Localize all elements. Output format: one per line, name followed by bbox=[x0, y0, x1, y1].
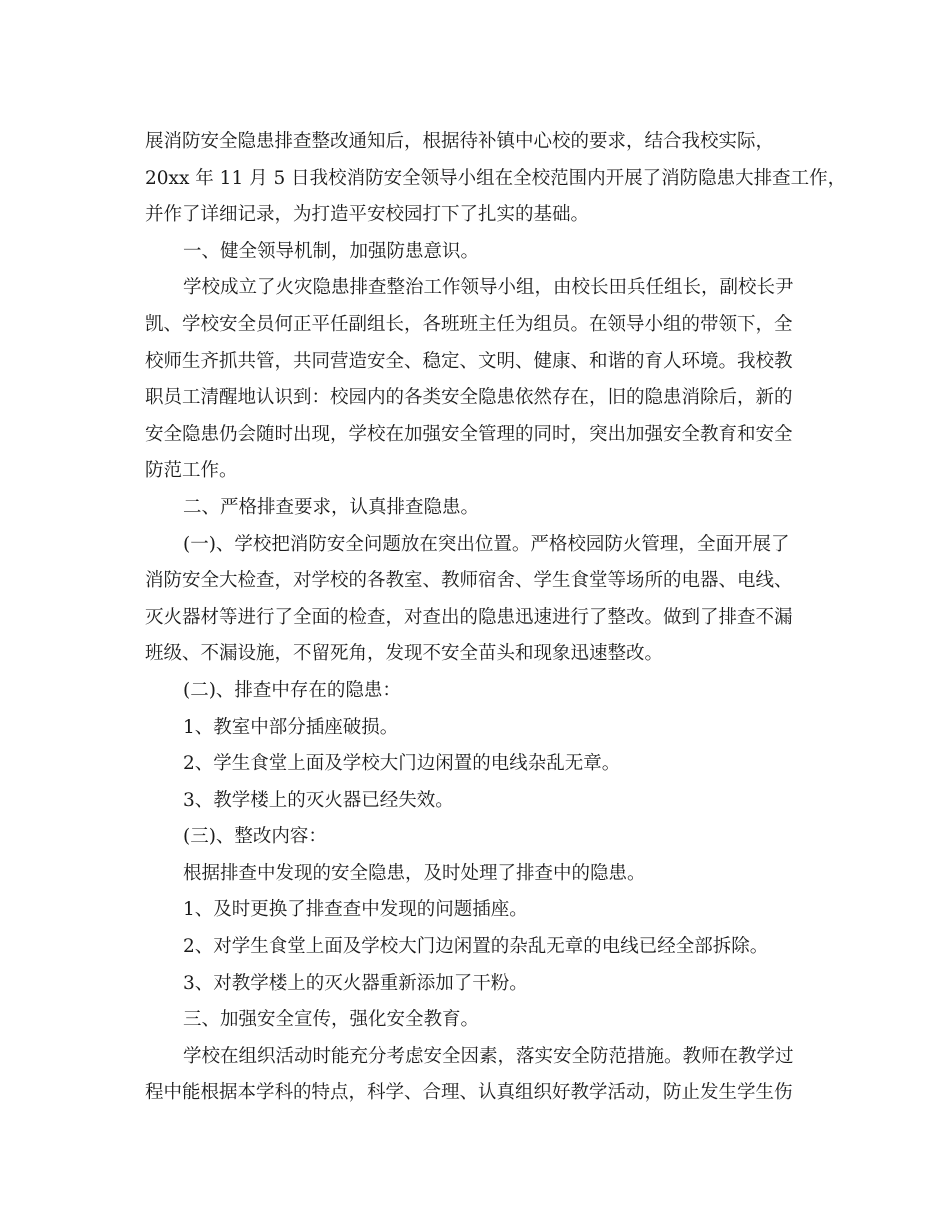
text-line: 根据排查中发现的安全隐患，及时处理了排查中的隐患。 bbox=[183, 862, 646, 884]
text-line: (一)、学校把消防安全问题放在突出位置。严格校园防火管理，全面开展了 bbox=[183, 533, 790, 555]
text-line: (二)、排查中存在的隐患： bbox=[183, 679, 401, 701]
text-line: 2、对学生食堂上面及学校大门边闲置的杂乱无章的电线已经全部拆除。 bbox=[183, 936, 769, 958]
text-line: 1、及时更换了排查查中发现的问题插座。 bbox=[183, 899, 528, 921]
text-line: 1、教室中部分插座破损。 bbox=[183, 716, 399, 738]
document-body bbox=[145, 124, 847, 1112]
text-line: 班级、不漏设施，不留死角，发现不安全苗头和现象迅速整改。 bbox=[145, 643, 664, 665]
text-line: 20xx 年 11 月 5 日我校消防安全领导小组在全校范围内开展了消防隐患大排查工作， bbox=[145, 167, 847, 189]
text-line: 一、健全领导机制，加强防患意识。 bbox=[183, 240, 480, 262]
text-line: 学校成立了火灾隐患排查整治工作领导小组，由校长田兵任组长，副校长尹 bbox=[183, 277, 794, 299]
text-line: 3、教学楼上的灭火器已经失效。 bbox=[183, 789, 454, 811]
text-line: 校师生齐抓共管，共同营造安全、稳定、文明、健康、和谐的育人环境。我校教 bbox=[145, 350, 793, 372]
text-line: 职员工清醒地认识到：校园内的各类安全隐患依然存在，旧的隐患消除后，新的 bbox=[145, 387, 793, 409]
text-line: 安全隐患仍会随时出现，学校在加强安全管理的同时，突出加强安全教育和安全 bbox=[145, 423, 793, 445]
text-line: 3、对教学楼上的灭火器重新添加了干粉。 bbox=[183, 972, 528, 994]
text-line: 程中能根据本学科的特点，科学、合理、认真组织好教学活动，防止发生学生伤 bbox=[145, 1082, 793, 1104]
text-line: 学校在组织活动时能充分考虑安全因素，落实安全防范措施。教师在教学过 bbox=[183, 1045, 794, 1067]
text-line: 2、学生食堂上面及学校大门边闲置的电线杂乱无章。 bbox=[183, 753, 621, 775]
text-line: 二、严格排查要求，认真排查隐患。 bbox=[183, 496, 480, 518]
text-line: 灭火器材等进行了全面的检查，对查出的隐患迅速进行了整改。做到了排查不漏 bbox=[145, 606, 793, 628]
text-line: 凯、学校安全员何正平任副组长，各班班主任为组员。在领导小组的带领下，全 bbox=[145, 313, 793, 335]
text-line: 消防安全大检查，对学校的各教室、教师宿舍、学生食堂等场所的电器、电线、 bbox=[145, 570, 793, 592]
text-line: 展消防安全隐患排查整改通知后，根据待补镇中心校的要求，结合我校实际， bbox=[145, 131, 775, 152]
text-line: 并作了详细记录，为打造平安校园打下了扎实的基础。 bbox=[145, 204, 590, 226]
text-line: 防范工作。 bbox=[145, 460, 238, 482]
text-line: (三)、整改内容： bbox=[183, 826, 327, 848]
text-line: 三、加强安全宣传，强化安全教育。 bbox=[183, 1009, 480, 1031]
